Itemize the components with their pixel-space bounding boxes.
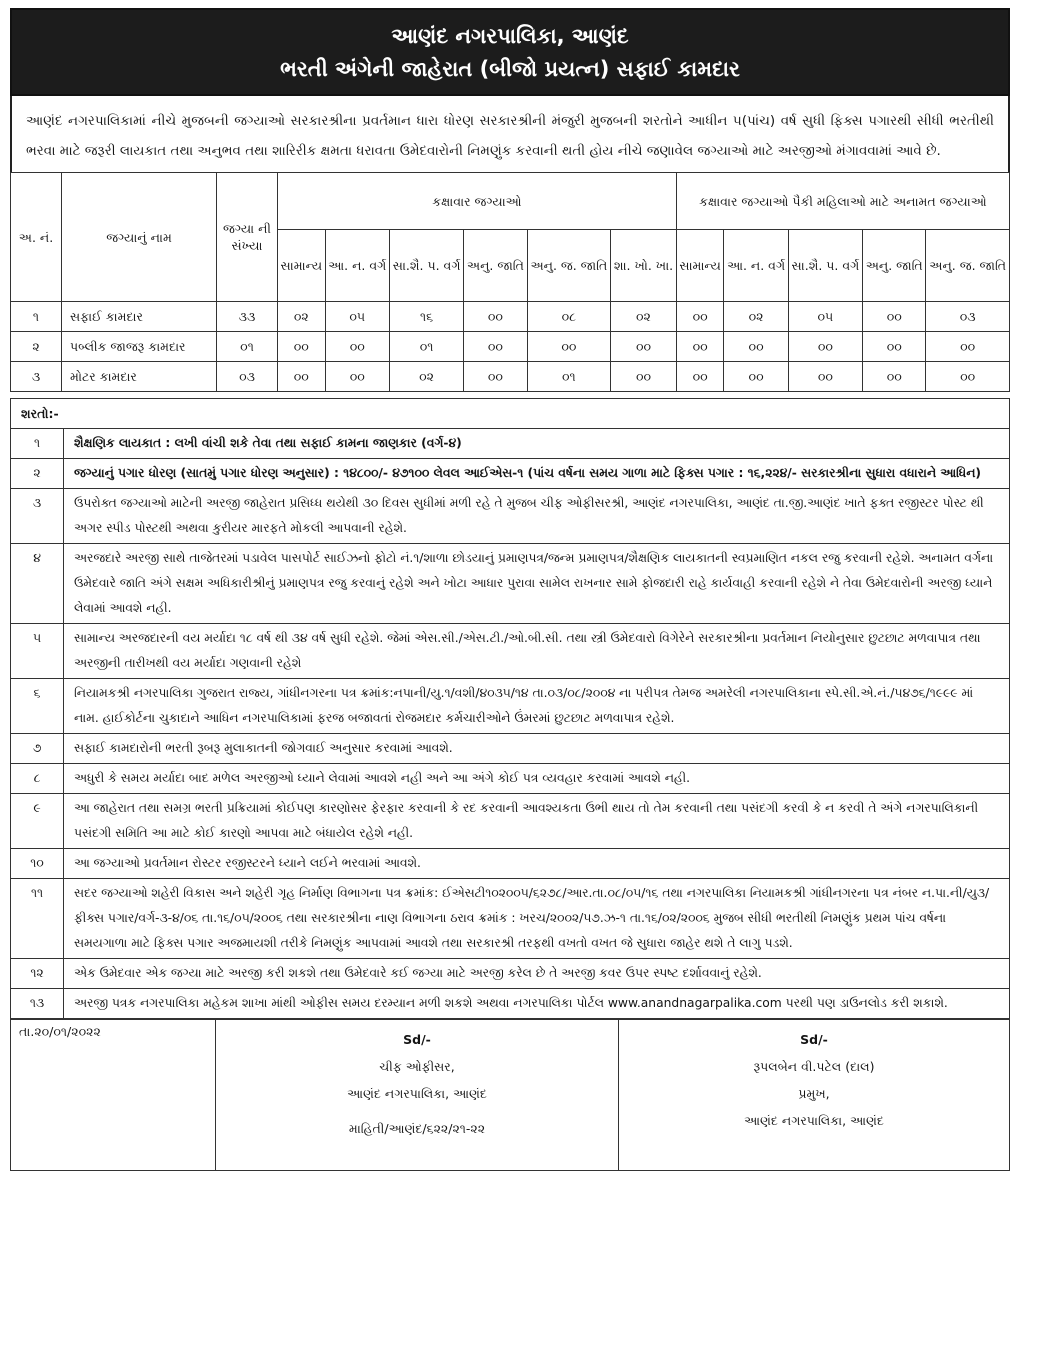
table-row bbox=[11, 332, 1010, 362]
condition-text: આ જાહેરાત તથા સમગ્ર ભરતી પ્રક્રિયામાં કોઈપણ કારણોસર ફેરફાર કરવાની કે રદ કરવાની આવશ્યકતા ઉભી થાય તો તેમ કરવાની તથા પસંદગી કરવી કે ન કરવી તે અંગે નગરપાલિકાની પસંદગી સમિતિ આ માટે કોઈ કારણો આપવા માટે બંધાયેલ રહેશે નહી. bbox=[64, 794, 1010, 849]
table-cell: પબ્લીક જાજરૂ કામદાર bbox=[62, 332, 217, 362]
table-cell: ૦૦ bbox=[278, 332, 326, 362]
table-cell: ૦૦ bbox=[527, 332, 611, 362]
table-cell: ૦૨ bbox=[278, 302, 326, 332]
table-cell: ૦૦ bbox=[611, 332, 677, 362]
table-cell: ૦૧ bbox=[217, 332, 278, 362]
sd-mark: Sd/- bbox=[800, 1032, 828, 1047]
header-subtitle: ભરતી અંગેની જાહેરાત (બીજો પ્રયત્ન) સફાઈ કામદાર bbox=[280, 57, 740, 81]
condition-number: ૫ bbox=[11, 624, 64, 679]
condition-number: ૯ bbox=[11, 794, 64, 849]
table-cell: ૩૩ bbox=[217, 302, 278, 332]
conditions-heading: શરતો:- bbox=[11, 399, 1010, 429]
condition-number: ૧૩ bbox=[11, 989, 64, 1019]
condition-row bbox=[11, 989, 1010, 1019]
condition-number: ૩ bbox=[11, 489, 64, 544]
condition-row bbox=[11, 544, 1010, 624]
condition-row bbox=[11, 849, 1010, 879]
condition-number: ૮ bbox=[11, 764, 64, 794]
condition-text: આ જગ્યાઓ પ્રવર્તમાન રોસ્ટર રજીસ્ટરને ધ્યાને લઈને ભરવામાં આવશે. bbox=[64, 849, 1010, 879]
condition-text: સામાન્ય અરજદારની વય મર્યાદા ૧૮ વર્ષ થી ૩૪ વર્ષ સુધી રહેશે. જેમાં એસ.સી./એસ.ટી./ઓ.બી.સી. તથા સ્ત્રી ઉમેદવારો વિગેરેને સરકારશ્રીના પ્રવર્તમાન નિયોનુસાર છુટછાટ મળવાપાત્ર તથા અરજીની તારીખથી વય મર્યાદા ગણવાની રહેશે bbox=[64, 624, 1010, 679]
sd-mark: Sd/- bbox=[403, 1032, 431, 1047]
table-cell: ૦૦ bbox=[676, 362, 724, 392]
table-cell: ૦૧ bbox=[527, 362, 611, 392]
table-cell: ૩ bbox=[11, 362, 62, 392]
sub-header: અનુ. જ. જાતિ bbox=[527, 230, 611, 302]
table-cell: ૦૫ bbox=[788, 302, 862, 332]
col-sr: અ. નં. bbox=[11, 173, 62, 302]
condition-text: સદર જગ્યાઓ શહેરી વિકાસ અને શહેરી ગૃહ નિર્માણ વિભાગના પત્ર ક્રમાંક: ઈએસટી૧૦૨૦૦૫/૬૨૭૮/આર.તા.૦૮/૦૫/૧૬ તથા નગરપાલિકા નિયામકશ્રી ગાંધીનગરના પત્ર નંબર ન.પા.ની/યુ૩/ફીક્સ પગાર/વર્ગ-૩-૪/૦૬ તા.૧૬/૦૫/૨૦૦૬ તથા સરકારશ્રીના નાણ વિભાગના ઠરાવ ક્રમાંક : ખરચ/૨૦૦૨/૫૭.ઝ-૧ તા.૧૬/૦૨/૨૦૦૬ મુજબ સીધી ભરતીથી નિમણુંક પ્રથમ પાંચ વર્ષના સમયગાળા માટે ફિક્સ પગાર અજમાયશી તરીકે નિમણુંક આપવામાં આવશે તથા સરકારશ્રી તરફથી વખતો વખત જે સુધારા જાહેર થશે તે લાગુ પડશે. bbox=[64, 879, 1010, 959]
table-cell: ૦૧ bbox=[389, 332, 463, 362]
table-cell: ૦૦ bbox=[788, 332, 862, 362]
table-cell: ૦૦ bbox=[464, 362, 527, 392]
table-cell: ૦૦ bbox=[325, 332, 389, 362]
condition-text: અરજી પત્રક નગરપાલિકા મહેકમ શાખા માંથી ઓફીસ સમય દરમ્યાન મળી શકશે અથવા નગરપાલિકા પોર્ટલ www.anandnagarpalika.com પરથી પણ ડાઉનલોડ કરી શકાશે. bbox=[64, 989, 1010, 1019]
signature-chief-officer bbox=[216, 1020, 619, 1171]
posts-table bbox=[10, 172, 1010, 392]
footer-table bbox=[10, 1019, 1010, 1171]
sub-header: શા. ખો. ખા. bbox=[611, 230, 677, 302]
table-row bbox=[11, 302, 1010, 332]
table-cell: ૦૮ bbox=[527, 302, 611, 332]
table-cell: ૨ bbox=[11, 332, 62, 362]
table-cell: ૦૦ bbox=[788, 362, 862, 392]
signatory-org: આણંદ નગરપાલિકા, આણંદ bbox=[347, 1086, 487, 1101]
signatory-name: રૂપલબેન વી.પટેલ (દાલ) bbox=[753, 1059, 875, 1074]
col-name: જગ્યાનું નામ bbox=[62, 173, 217, 302]
condition-row bbox=[11, 679, 1010, 734]
condition-row bbox=[11, 459, 1010, 489]
table-cell: ૦૩ bbox=[217, 362, 278, 392]
group-women-reserved: કક્ષાવાર જગ્યાઓ પૈકી મહિલાઓ માટે અનામત જગ્યાઓ bbox=[676, 173, 1009, 230]
table-cell: ૦૦ bbox=[325, 362, 389, 392]
table-cell: ૦૨ bbox=[724, 302, 788, 332]
sub-header: સામાન્ય bbox=[278, 230, 326, 302]
table-cell: ૦૦ bbox=[464, 332, 527, 362]
condition-row bbox=[11, 624, 1010, 679]
sub-header: અનુ. જ. જાતિ bbox=[926, 230, 1010, 302]
condition-text: ઉપરોક્ત જગ્યાઓ માટેની અરજી જાહેરાત પ્રસિધ્ધ થયેથી ૩૦ દિવસ સુધીમાં મળી રહે તે મુજબ ચીફ ઓફીસરશ્રી, આણંદ નગરપાલિકા, આણંદ તા.જી.આણંદ ખાતે ફક્ત રજીસ્ટર પોસ્ટ થી અગર સ્પીડ પોસ્ટથી અથવા કુરીયર મારફતે મોકલી આપવાની રહેશે. bbox=[64, 489, 1010, 544]
table-cell: ૦૦ bbox=[278, 362, 326, 392]
condition-text: અરજદારે અરજી સાથે તાજેતરમાં પડાવેલ પાસપોર્ટ સાઈઝનો ફોટો નં.૧/શાળા છોડયાનું પ્રમાણપત્ર/જન્મ પ્રમાણપત્ર/શૈક્ષણિક લાયકાતની સ્વપ્રમાણિત નકલ રજુ કરવાની રહેશે. અનામત વર્ગના ઉમેદવારે જાતિ અંગે સક્ષમ અધિકારીશ્રીનું પ્રમાણપત્ર રજુ કરવાનું રહેશે અને ખોટા આધાર પુરાવા સામેલ રાખનાર સામે ફોજદારી રાહે કાર્યવાહી કરવાની રહેશે ને તેવા ઉમેદવારોની અરજી ધ્યાને લેવામાં આવશે નહી. bbox=[64, 544, 1010, 624]
sub-header: અનુ. જાતિ bbox=[863, 230, 926, 302]
date-cell bbox=[11, 1020, 216, 1171]
sub-header: આ. ન. વર્ગ bbox=[325, 230, 389, 302]
conditions-table bbox=[10, 398, 1010, 1019]
condition-number: ૧૨ bbox=[11, 959, 64, 989]
table-cell: સફાઈ કામદાર bbox=[62, 302, 217, 332]
signature-president bbox=[619, 1020, 1010, 1171]
table-cell: ૦૦ bbox=[724, 332, 788, 362]
sub-header: સામાન્ય bbox=[676, 230, 724, 302]
condition-row bbox=[11, 879, 1010, 959]
table-cell: ૦૨ bbox=[611, 302, 677, 332]
table-cell: ૦૦ bbox=[926, 362, 1010, 392]
table-cell: ૦૦ bbox=[724, 362, 788, 392]
conditions-body bbox=[11, 429, 1010, 1019]
sub-header: સા.શૈ. પ. વર્ગ bbox=[389, 230, 463, 302]
posts-table-body bbox=[11, 302, 1010, 392]
table-cell: ૦૩ bbox=[926, 302, 1010, 332]
table-cell: ૦૦ bbox=[676, 332, 724, 362]
signatory-title: પ્રમુખ, bbox=[798, 1086, 830, 1101]
header-title: આણંદ નગરપાલિકા, આણંદ bbox=[391, 24, 629, 48]
group-category-posts: કક્ષાવાર જગ્યાઓ bbox=[278, 173, 677, 230]
intro-paragraph: આણંદ નગરપાલિકામાં નીચે મુજબની જગ્યાઓ સરકારશ્રીના પ્રવર્તમાન ધારા ધોરણ સરકારશ્રીની મંજુરી મુજબની શરતોને આધીન ૫(પાંચ) વર્ષ સુધી ફિક્સ પગારથી સીધી ભરતીથી ભરવા માટે જરૂરી લાયકાત તથા અનુભવ તથા શારિરીક ક્ષમતા ધરાવતા ઉમેદવારોની નિમણુંક કરવાની થતી હોય નીચે જણાવેલ જગ્યાઓ માટે અરજીઓ મંગાવવામાં આવે છે. bbox=[10, 96, 1010, 172]
sub-header: સા.શૈ. પ. વર્ગ bbox=[788, 230, 862, 302]
table-row bbox=[11, 362, 1010, 392]
table-cell: ૦૨ bbox=[389, 362, 463, 392]
table-cell: ૦૦ bbox=[863, 362, 926, 392]
col-count: જગ્યા ની સંખ્યા bbox=[217, 173, 278, 302]
sub-header: આ. ન. વર્ગ bbox=[724, 230, 788, 302]
table-cell: ૦૦ bbox=[464, 302, 527, 332]
condition-text: એક ઉમેદવાર એક જગ્યા માટે અરજી કરી શકશે તથા ઉમેદવારે કઈ જગ્યા માટે અરજી કરેલ છે તે અરજી કવર ઉપર સ્પષ્ટ દર્શાવવાનું રહેશે. bbox=[64, 959, 1010, 989]
table-cell: ૦૦ bbox=[863, 302, 926, 332]
condition-text: અધુરી કે સમય મર્યાદા બાદ મળેલ અરજીઓ ધ્યાને લેવામાં આવશે નહી અને આ અંગે કોઈ પત્ર વ્યવહાર કરવામાં આવશે નહી. bbox=[64, 764, 1010, 794]
condition-number: ૨ bbox=[11, 459, 64, 489]
condition-row bbox=[11, 764, 1010, 794]
condition-text: જગ્યાનું પગાર ધોરણ (સાતમું પગાર ધોરણ અનુસાર) : ૧૪૮૦૦/- ૪૭૧૦૦ લેવલ આઈએસ-૧ (પાંચ વર્ષના સમય ગાળા માટે ફિક્સ પગાર : ૧૬,૨૨૪/- સરકારશ્રીના સુધારા વધારાને આધિન) bbox=[64, 459, 1010, 489]
condition-number: ૧૦ bbox=[11, 849, 64, 879]
condition-number: ૪ bbox=[11, 544, 64, 624]
table-cell: ૧૬ bbox=[389, 302, 463, 332]
condition-row bbox=[11, 489, 1010, 544]
condition-text: સફાઈ કામદારોની ભરતી રૂબરૂ મુલાકાતની જોગવાઈ અનુસાર કરવામાં આવશે. bbox=[64, 734, 1010, 764]
table-cell: ૦૦ bbox=[863, 332, 926, 362]
table-cell: ૦૦ bbox=[611, 362, 677, 392]
condition-text: શૈક્ષણિક લાયકાત : લખી વાંચી શકે તેવા તથા સફાઈ કામના જાણકાર (વર્ગ-૪) bbox=[64, 429, 1010, 459]
table-cell: ૦૫ bbox=[325, 302, 389, 332]
table-cell: મોટર કામદાર bbox=[62, 362, 217, 392]
header-banner bbox=[10, 8, 1010, 96]
table-cell: ૦૦ bbox=[926, 332, 1010, 362]
condition-row bbox=[11, 734, 1010, 764]
info-reference: માહિતી/આણંદ/૬૨૨/૨૧-૨૨ bbox=[348, 1121, 486, 1136]
issue-date: તા.૨૦/૦૧/૨૦૨૨ bbox=[19, 1024, 101, 1039]
table-cell: ૧ bbox=[11, 302, 62, 332]
condition-number: ૧૧ bbox=[11, 879, 64, 959]
condition-text: નિયામકશ્રી નગરપાલિકા ગુજરાત રાજ્ય, ગાંધીનગરના પત્ર ક્રમાંક:નપાની/યુ.૧/વશી/૪૦૩૫/૧૪ તા.૦૩/૦૮/૨૦૦૪ ના પરીપત્ર તેમજ અમરેલી નગરપાલિકાના સ્પે.સી.એ.નં./૫૪૭૬/૧૯૯૯ માં નામ. હાઈકોર્ટના ચુકાદાને આધિન નગરપાલિકામાં ફરજ બજાવતાં રોજમદાર કર્મચારીઓને ઉંમરમાં છુટછાટ મળવાપાત્ર રહેશે. bbox=[64, 679, 1010, 734]
table-cell: ૦૦ bbox=[676, 302, 724, 332]
condition-number: ૧ bbox=[11, 429, 64, 459]
condition-row bbox=[11, 794, 1010, 849]
condition-row bbox=[11, 429, 1010, 459]
sub-header: અનુ. જાતિ bbox=[464, 230, 527, 302]
signatory-org: આણંદ નગરપાલિકા, આણંદ bbox=[744, 1113, 884, 1128]
condition-row bbox=[11, 959, 1010, 989]
signatory-title: ચીફ ઓફીસર, bbox=[379, 1059, 455, 1074]
advertisement-page bbox=[10, 8, 1010, 1171]
condition-number: ૬ bbox=[11, 679, 64, 734]
condition-number: ૭ bbox=[11, 734, 64, 764]
